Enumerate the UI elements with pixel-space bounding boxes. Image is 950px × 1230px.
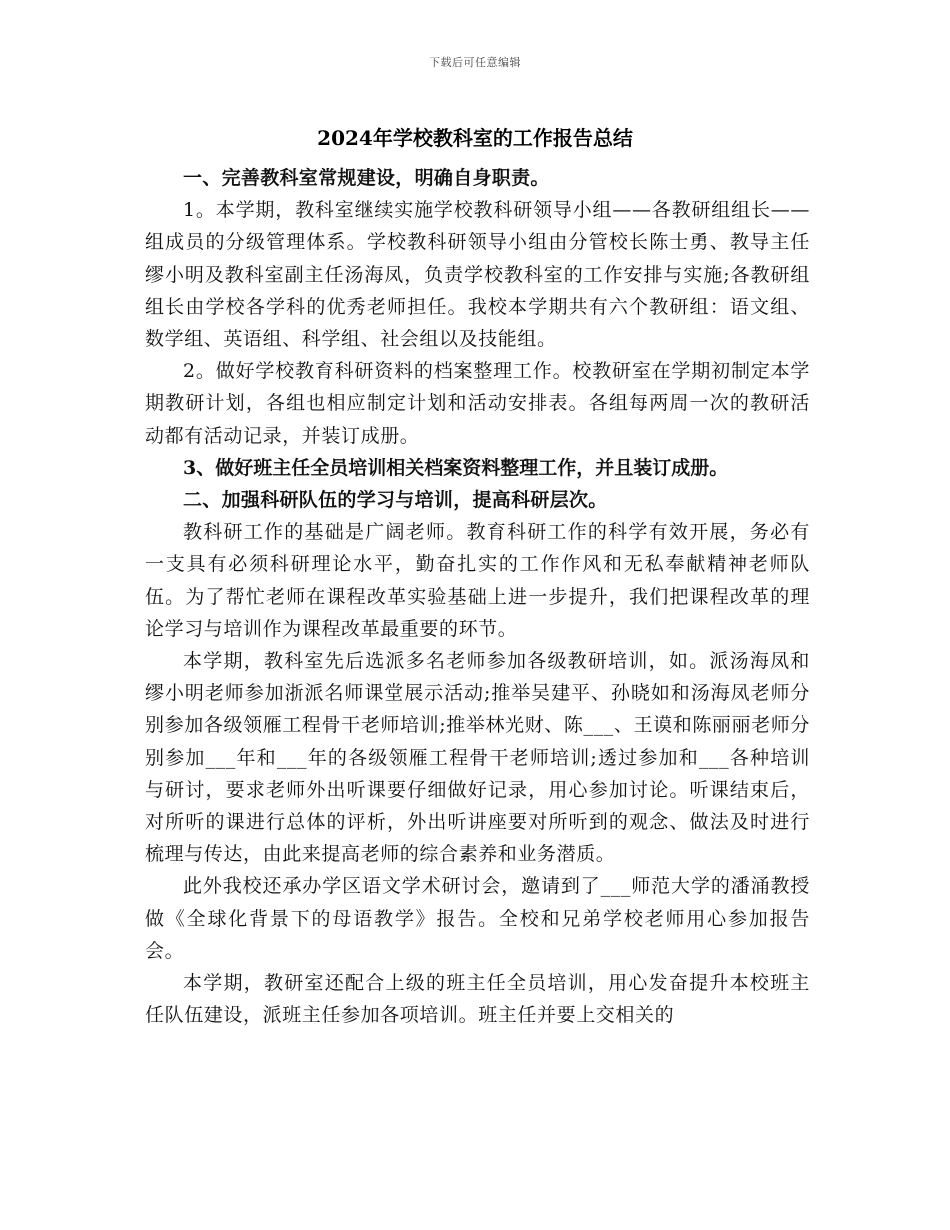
paragraph-6: 此外我校还承办学区语文学术研讨会，邀请到了___师范大学的潘涌教授做《全球化背景下的母语教学》报告。全校和兄弟学校老师用心参加报告会。 — [145, 875, 810, 962]
section-1-heading: 一、完善教科室常规建设，明确自身职责。 — [183, 167, 550, 189]
paragraph-4: 教科研工作的基础是广阔老师。教育科研工作的科学有效开展，务必有一支具有必须科研理论水平，勤奋扎实的工作作风和无私奉献精神老师队伍。为了帮忙老师在课程改革实验基础上进一步提升，我们把课程改革的理论学习与培训作为课程改革最重要的环节。 — [145, 521, 810, 640]
paragraph-7: 本学期，教研室还配合上级的班主任全员培训，用心发奋提升本校班主任队伍建设，派班主任参加各项培训。班主任并要上交相关的 — [145, 972, 810, 1027]
header-note: 下载后可任意编辑 — [429, 56, 521, 69]
item-3-heading: 3、做好班主任全员培训相关档案资料整理工作，并且装订成册。 — [183, 456, 729, 479]
document-body — [145, 162, 810, 1031]
paragraph-5: 本学期，教科室先后选派多名老师参加各级教研培训，如。派汤海凤和缪小明老师参加浙派名师课堂展示活动;推举吴建平、孙晓如和汤海凤老师分别参加各级领雁工程骨干老师培训;推举林光财、陈___、王谟和陈丽丽老师分别参加___年和___年的各级领雁工程骨干老师培训;透过参加和___各种培训与研讨，要求老师外出听课要仔细做好记录，用心参加讨论。听课结束后，对所听的课进行总体的评析，外出听讲座要对所听到的观念、做法及时进行梳理与传达，由此来提高老师的综合素养和业务潜质。 — [145, 650, 810, 866]
document-title: 2024年学校教科室的工作报告总结 — [317, 126, 633, 150]
section-2-heading: 二、加强科研队伍的学习与培训，提高科研层次。 — [183, 489, 608, 512]
paragraph-2: 2。做好学校教育科研资料的档案整理工作。校教研室在学期初制定本学期教研计划，各组也相应制定计划和活动安排表。各组每两周一次的教研活动都有活动记录，并装订成册。 — [145, 360, 810, 447]
paragraph-1: 1。本学期，教科室继续实施学校教科研领导小组——各教研组组长——组成员的分级管理体系。学校教科研领导小组由分管校长陈士勇、教导主任缪小明及教科室副主任汤海凤，负责学校教科室的工作安排与实施;各教研组组长由学校各学科的优秀老师担任。我校本学期共有六个教研组：语文组、数学组、英语组、科学组、社会组以及技能组。 — [145, 199, 810, 351]
